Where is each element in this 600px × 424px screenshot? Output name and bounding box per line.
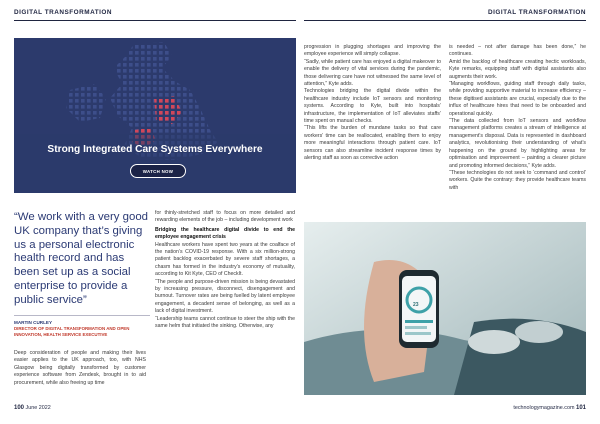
running-header-right: DIGITAL TRANSFORMATION xyxy=(488,9,586,16)
footer-right xyxy=(513,405,586,411)
section-subhead: Bridging the healthcare digital divide to end the employee engagement crisis xyxy=(155,226,295,241)
paragraph: Healthcare workers have spent two years at the coalface of the nation’s COVID-19 response. With a six million-strong patient backlog exacerbated by severe staff shortages, a chasm has formed in the industry’s economy of mutuality, according to Kit Kyte, CEO of CheckIt. xyxy=(155,241,295,278)
paragraph: is needed – not after damage has been done,” he continues. xyxy=(449,44,586,58)
header-rule-left xyxy=(14,20,296,21)
quote-attribution-name: MARTIN CURLEY xyxy=(14,320,53,325)
running-header-left: DIGITAL TRANSFORMATION xyxy=(14,9,112,16)
paragraph: “Managing workflows, guiding staff through daily tasks, while providing supportive material to increase efficiency – these digitised assistants are crucial, especially due to the influx of healthcare hires that need to be onboarded and operational quickly. xyxy=(449,81,586,117)
hero-title: Strong Integrated Care Systems Everywhere xyxy=(47,144,263,155)
paragraph: for thinly-stretched staff to focus on more detailed and rewarding elements of the job – including development work xyxy=(155,210,295,224)
page-number-right: 101 xyxy=(575,405,586,411)
body-column-1 xyxy=(14,350,146,387)
paragraph: “The people and purpose-driven mission is being devastated by increasing pressure, disconnect, disengagement and burnout. Turnover rates are being fuelled by latent employee engagement, a decadent sense of belonging, as well as a lack of digital investment. xyxy=(155,278,295,315)
website-link[interactable]: technologymagazine.com xyxy=(513,405,575,411)
header-rule-right xyxy=(304,20,586,21)
footer-left xyxy=(14,405,51,411)
quote-divider xyxy=(14,315,150,316)
paragraph: “Sadly, while patient care has enjoyed a digital makeover to enable the delivery of vital services during the pandemic, those delivering care have not witnessed the same level of attention,” Kyte adds. xyxy=(304,58,441,88)
paragraph: Amid the backlog of healthcare creating hectic workloads, Kyte remarks, equipping staff with digital assistants also augments their work. xyxy=(449,58,586,80)
paragraph: Deep consideration of people and making their lives easier applies to the UK approach, too, with NHS Glasgow being digitally transformed by customer experience software from Zendesk, brought in to aid procurement, while also freeing up time xyxy=(14,350,146,386)
body-column-2 xyxy=(155,210,295,331)
page-number-left: 100 xyxy=(14,405,25,411)
paragraph: “This lifts the burden of mundane tasks so that care workers’ time can be reallocated, enabling them to enjoy more meaningful interactions through patient care. IoT sensors can also streamline incident response times by alerting staff as soon as corrective action xyxy=(304,125,441,162)
quote-attribution-role: DIRECTOR OF DIGITAL TRANSFORMATION AND OPEN INNOVATION, HEALTH SERVICE EXECUTIVE xyxy=(14,326,130,337)
watch-now-button[interactable]: WATCH NOW xyxy=(130,164,186,178)
paragraph: “The data collected from IoT sensors and workflow management platforms creates a stream of intelligence at management’s disposal. Data is represented in dashboard analytics, revolutionising their understanding of what’s happening on the ground by highlighting areas for optimisation and improvement – painting a clearer picture and promoting informed decisions,” Kyte adds. xyxy=(449,118,586,169)
phone-screen-value: 23 xyxy=(413,302,419,308)
phone-hand-illustration xyxy=(304,222,586,395)
hero-video-banner[interactable] xyxy=(14,38,296,193)
pull-quote: “We work with a very good UK company that’s giving us a personal electronic health record and has been set up as a social enterprise to provide a public service” xyxy=(14,211,148,306)
body-column-4 xyxy=(449,44,586,192)
body-column-3 xyxy=(304,44,441,163)
paragraph: Technologies bridging the digital divide within the healthcare industry include IoT sensors and monitoring systems. According to Kyte, built into hospitals’ infrastructure, the implementation of IoT alleviates staffs’ time spent on manual checks. xyxy=(304,88,441,125)
paragraph: “Leadership teams cannot continue to steer the ship with the same helm that initiated the sinking. Otherwise, any xyxy=(155,315,295,330)
paragraph: progression in plugging shortages and improving the employee experience will simply collapse. xyxy=(304,44,441,58)
issue-date: June 2022 xyxy=(25,405,51,411)
paragraph: “These technologies do not seek to ‘command and control’ workers. Quite the contrary: they provide healthcare teams with xyxy=(449,169,586,191)
smartphone-photo xyxy=(304,222,586,395)
